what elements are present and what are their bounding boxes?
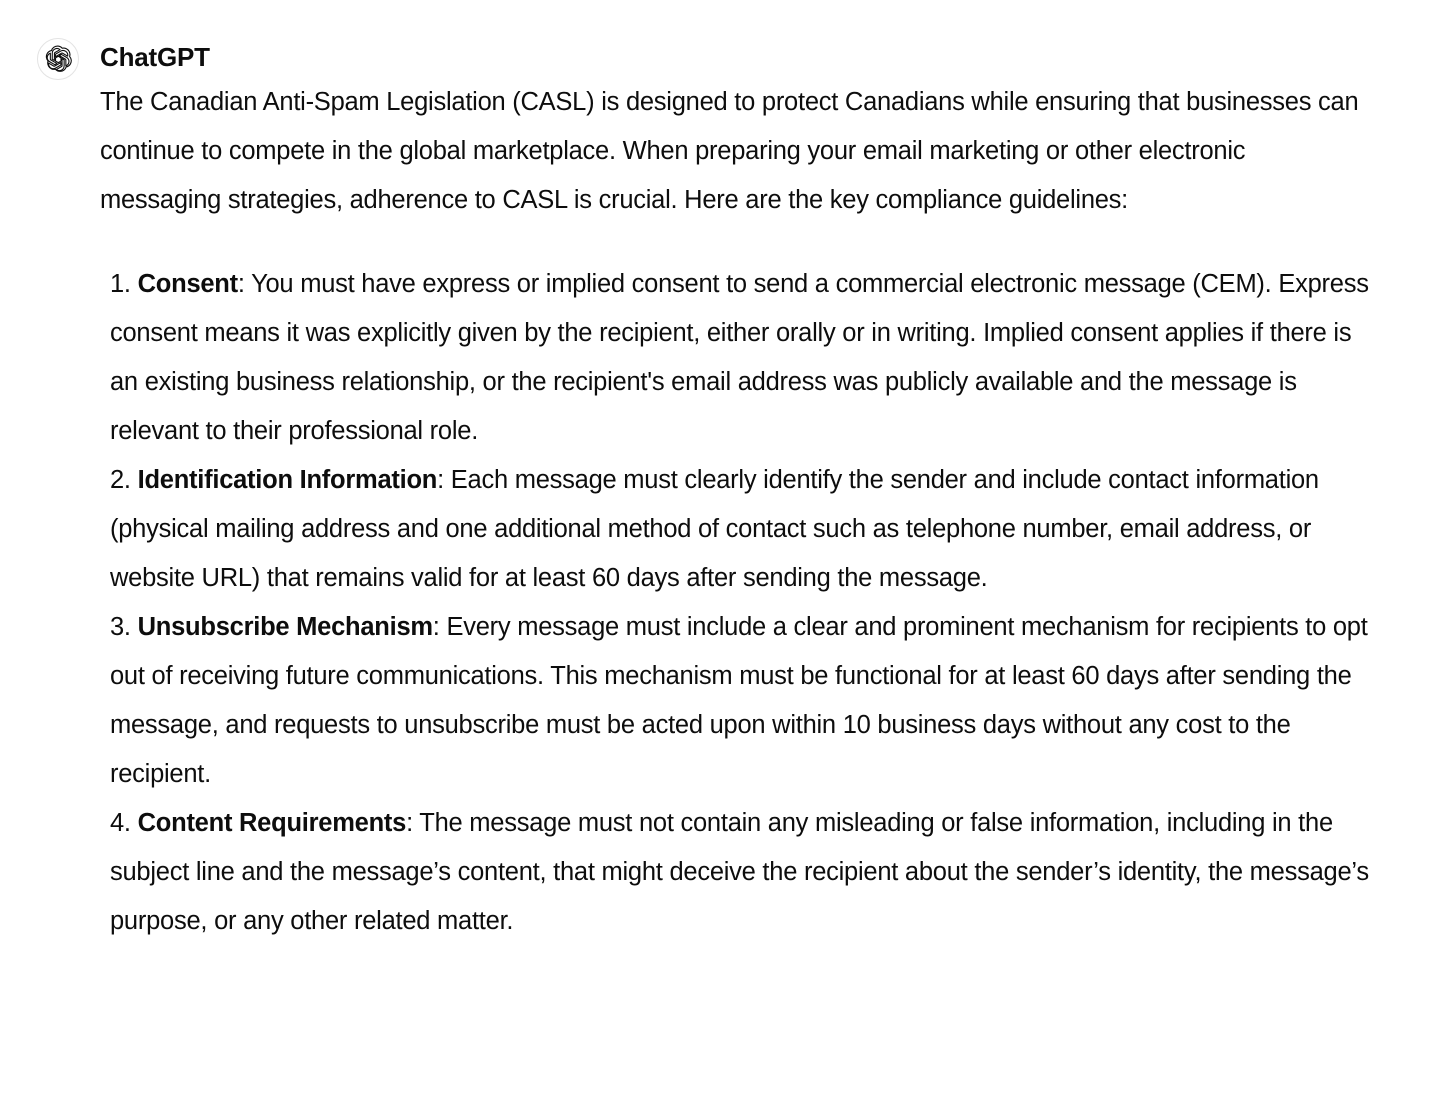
list-item bbox=[110, 456, 1370, 603]
item-text: : You must have express or implied consent to send a commercial electronic message (CEM). Express consent means it was explicitly given by the recipient, either orally or in writing. Implied consent applies if there is an existing business relationship, or the recipient's email address was publicly available and the message is relevant to their professional role. bbox=[110, 270, 1369, 445]
item-title: Identification Information bbox=[137, 466, 438, 494]
item-number: 1. bbox=[110, 270, 131, 298]
avatar bbox=[37, 38, 79, 80]
item-text: : Every message must include a clear and prominent mechanism for recipients to opt out of receiving future communications. This mechanism must be functional for at least 60 days after sending the message, and requests to unsubscribe must be acted upon within 10 business days without any cost to the recipient. bbox=[110, 613, 1368, 788]
item-text: : Each message must clearly identify the sender and include contact information (physical mailing address and one additional method of contact such as telephone number, email address, or website URL) that remains valid for at least 60 days after sending the message. bbox=[110, 466, 1319, 592]
guidelines-list bbox=[100, 260, 1370, 946]
list-item bbox=[110, 260, 1370, 456]
list-item bbox=[110, 799, 1370, 946]
item-number: 2. bbox=[110, 466, 131, 494]
item-text: : The message must not contain any misleading or false information, including in the subject line and the message’s content, that might deceive the recipient about the sender’s identity, the message’s purpose, or any other related matter. bbox=[110, 809, 1369, 935]
item-number: 4. bbox=[110, 809, 131, 837]
item-title: Unsubscribe Mechanism bbox=[137, 613, 433, 641]
message-body bbox=[100, 78, 1370, 946]
item-number: 3. bbox=[110, 613, 131, 641]
item-title: Content Requirements bbox=[137, 809, 407, 837]
item-title: Consent bbox=[137, 270, 238, 298]
intro-paragraph: The Canadian Anti-Spam Legislation (CASL) is designed to protect Canadians while ensuring that businesses can continue to compete in the global marketplace. When preparing your email marketing or other electronic messaging strategies, adherence to CASL is crucial. Here are the key compliance guidelines: bbox=[100, 88, 1359, 214]
openai-logo-icon bbox=[44, 45, 72, 73]
author-name: ChatGPT bbox=[100, 42, 210, 72]
list-item bbox=[110, 603, 1370, 799]
